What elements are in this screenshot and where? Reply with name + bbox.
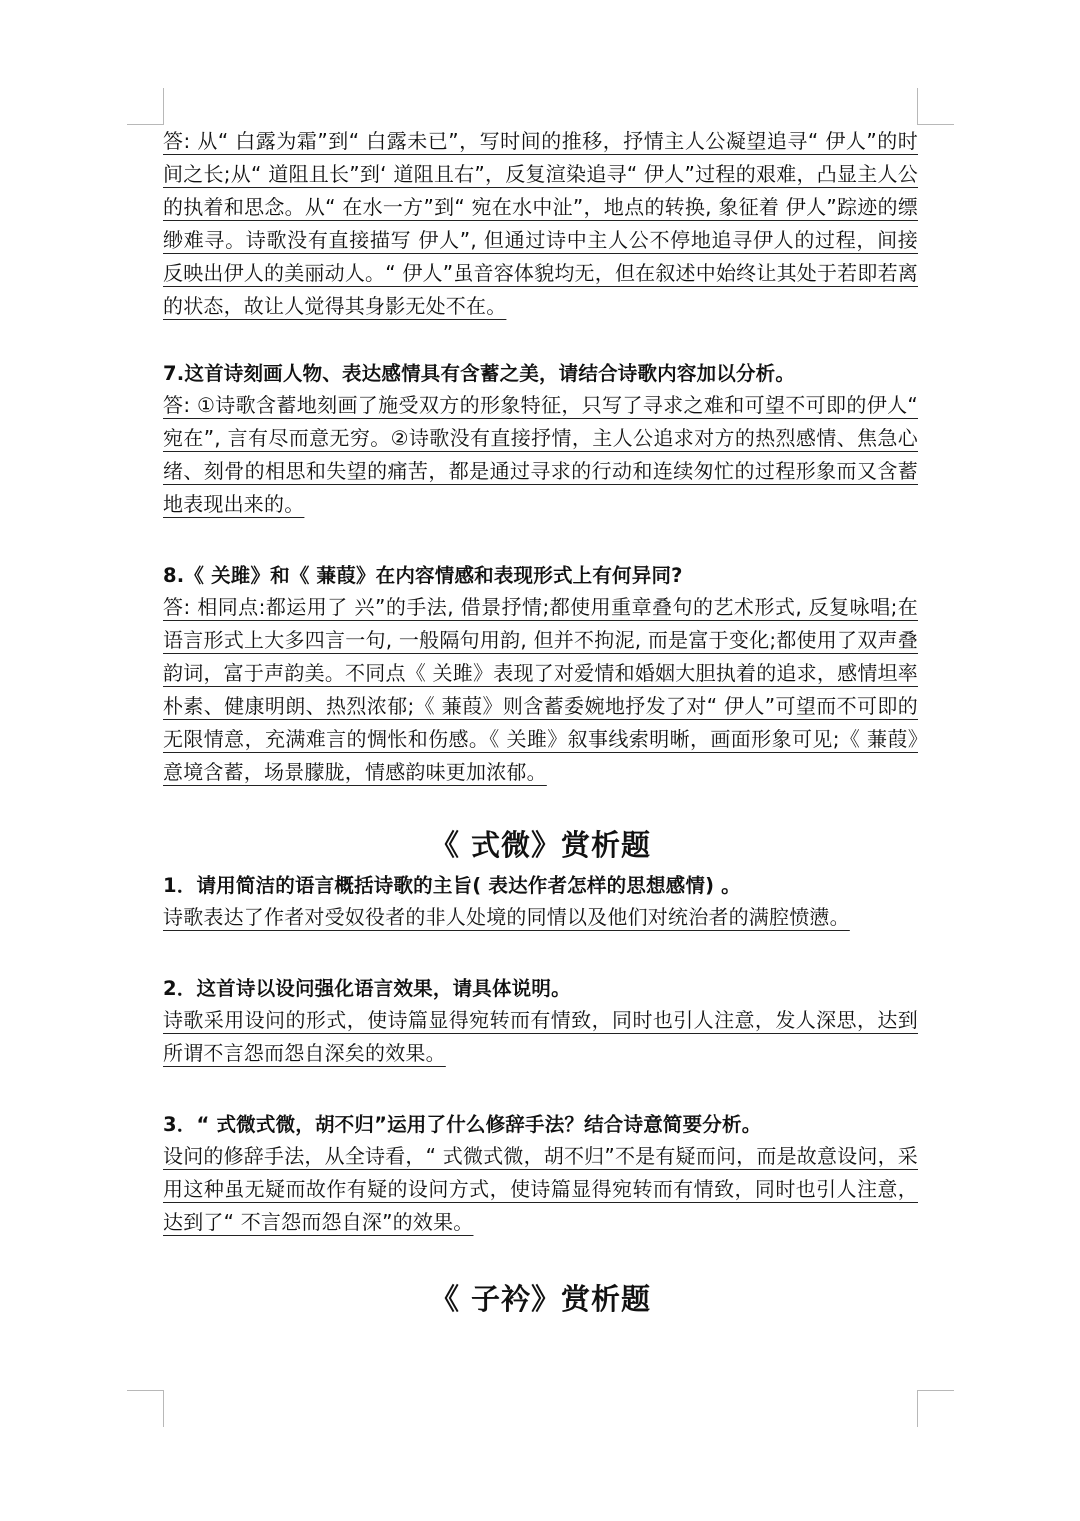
corner-mark-bottom-left — [127, 1390, 164, 1427]
answer-q6-text: 答: 从“ 白露为霜”到“ 白露未已”，写时间的推移，抒情主人公凝望追寻“ 伊人”的时间之长;从“ 道阻且长”到‘ 道阻且右”，反复渲染追寻“ 伊人”过程的艰难，凸显主人公的执着和思念。从“ 在水一方”到“ 宛在水中沚”，地点的转换, 象征着 伊人”踪迹的缥缈难寻。诗歌没有直接描写 伊人”, 但通过诗中主人公不停地追寻伊人的过程，间接反映出伊人的美丽动人。“ 伊人”虽音容体貌均无，但在叙述中始终让其处于若即若离的状态，故让人觉得其身影无处不在。 — [163, 129, 918, 318]
answer-q6 — [163, 125, 918, 323]
corner-mark-top-left — [127, 88, 164, 125]
shiwei-answer-2-text: 诗歌采用设问的形式，使诗篇显得宛转而有情致，同时也引人注意，发人深思，达到所谓不言怨而怨自深矣的效果。 — [163, 1008, 918, 1065]
shiwei-question-3: 3．“ 式微式微，胡不归”运用了什么修辞手法？结合诗意简要分析。 — [163, 1113, 762, 1136]
answer-q8 — [163, 591, 918, 789]
shiwei-answer-3-text: 设问的修辞手法，从全诗看，“ 式微式微，胡不归”不是有疑而问，而是故意设问，采用这种虽无疑而故作有疑的设问方式，使诗篇显得宛转而有情致，同时也引人注意，达到了“ 不言怨而怨自深”的效果。 — [163, 1144, 918, 1234]
question-8: 8.《 关雎》和《 蒹葭》在内容情感和表现形式上有何异同? — [163, 564, 683, 587]
shiwei-answer-2 — [163, 1004, 918, 1070]
answer-q7 — [163, 389, 918, 521]
shiwei-question-1: 1．请用简洁的语言概括诗歌的主旨( 表达作者怎样的思想感情) 。 — [163, 874, 741, 897]
question-7: 7.这首诗刻画人物、表达感情具有含蓄之美，请结合诗歌内容加以分析。 — [163, 362, 796, 385]
shiwei-answer-1-text: 诗歌表达了作者对受奴役者的非人处境的同情以及他们对统治者的满腔愤懑。 — [163, 905, 850, 929]
corner-mark-top-right — [917, 88, 954, 125]
corner-mark-bottom-right — [917, 1390, 954, 1427]
section-title-zijin: 《 子衿》赏析题 — [429, 1282, 652, 1316]
answer-q7-text: 答: ①诗歌含蓄地刻画了施受双方的形象特征，只写了寻求之难和可望不可即的伊人“ 宛在”, 言有尽而意无穷。②诗歌没有直接抒情，主人公追求对方的热烈感情、焦急心绪、刻骨的相思和失望的痛苦，都是通过寻求的行动和连续匆忙的过程形象而又含蓄地表现出来的。 — [163, 393, 918, 516]
shiwei-question-2: 2．这首诗以设问强化语言效果，请具体说明。 — [163, 977, 571, 1000]
shiwei-answer-1 — [163, 901, 918, 934]
section-title-shiwei: 《 式微》赏析题 — [429, 828, 652, 862]
shiwei-answer-3 — [163, 1140, 918, 1239]
document-body — [163, 125, 918, 1319]
answer-q8-text: 答: 相同点:都运用了 兴”的手法, 借景抒情;都使用重章叠句的艺术形式, 反复咏唱;在语言形式上大多四言一句, 一般隔句用韵, 但并不拘泥, 而是富于变化;都使用了双声叠韵词，富于声韵美。不同点《 关雎》表现了对爱情和婚姻大胆执着的追求，感情坦率朴素、健康明朗、热烈浓郁;《 蒹葭》则含蓄委婉地抒发了对“ 伊人”可望而不可即的无限情意，充满难言的惆怅和伤感。《 关雎》叙事线索明晰，画面形象可见;《 蒹葭》意境含蓄，场景朦胧，情感韵味更加浓郁。 — [163, 595, 918, 784]
